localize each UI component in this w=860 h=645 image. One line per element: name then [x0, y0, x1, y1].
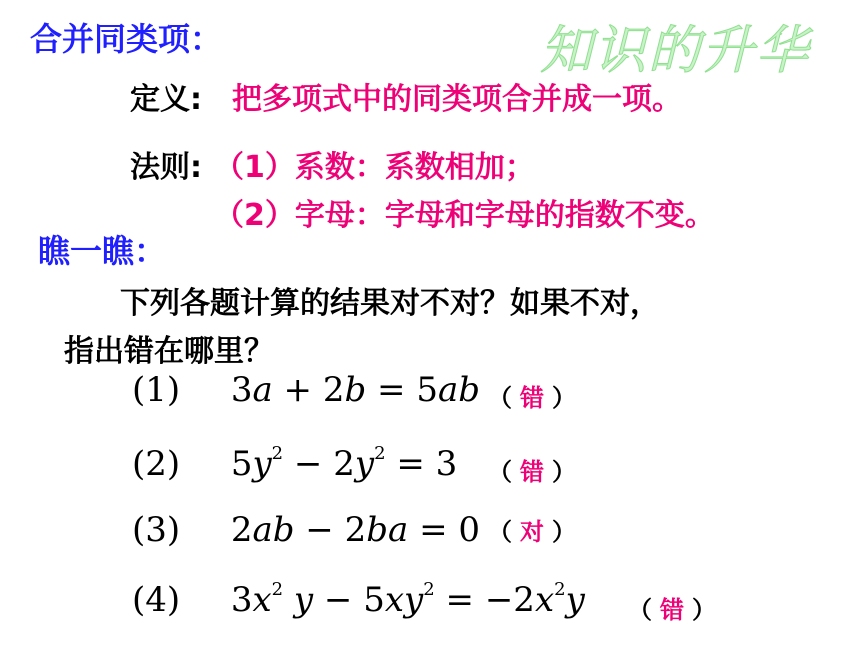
equation-1: (1) 3a + 2b = 5ab — [132, 370, 481, 410]
paren-close: ） — [552, 518, 576, 546]
answer-mark: 错 — [520, 458, 544, 486]
equation-4: (4) $3x^2$ $y - 5xy^2 = -2x^2y$ — [132, 579, 585, 620]
equation-2: (2) $5y^2 - 2y^2 = 3$ — [132, 443, 458, 484]
answer-mark: 错 — [520, 384, 544, 412]
look-heading: 瞧一瞧： — [38, 232, 167, 270]
item-number: (3) — [132, 510, 181, 550]
answer-4 — [628, 590, 716, 625]
rule-label: 法则: — [130, 150, 202, 185]
paren-open: （ — [488, 518, 512, 546]
item-number: (4) — [132, 580, 181, 620]
question-line-1: 下列各题计算的结果对不对？如果不对， — [120, 286, 660, 321]
item-number: (1) — [132, 370, 181, 410]
paren-close: ） — [692, 596, 716, 624]
rule-line-2: （2）字母：字母和字母的指数不变。 — [214, 198, 715, 233]
definition-label: 定义: — [130, 82, 202, 117]
paren-open: （ — [488, 458, 512, 486]
answer-1 — [488, 378, 576, 413]
paren-open: （ — [488, 384, 512, 412]
section-title: 合并同类项： — [30, 20, 223, 58]
equation-3: (3) 2ab − 2ba = 0 — [132, 510, 481, 550]
definition-text: 把多项式中的同类项合并成一项。 — [232, 82, 682, 117]
banner-title: 知识的升华 — [540, 21, 811, 81]
answer-2 — [488, 452, 576, 487]
answer-mark: 错 — [660, 596, 684, 624]
paren-close: ） — [552, 384, 576, 412]
answer-3 — [488, 512, 576, 547]
question-line-2: 指出错在哪里？ — [64, 334, 274, 369]
item-number: (2) — [132, 444, 181, 484]
paren-open: （ — [628, 596, 652, 624]
answer-mark: 对 — [520, 518, 544, 546]
paren-close: ） — [552, 458, 576, 486]
rule-line-1: （1）系数：系数相加； — [214, 150, 535, 185]
